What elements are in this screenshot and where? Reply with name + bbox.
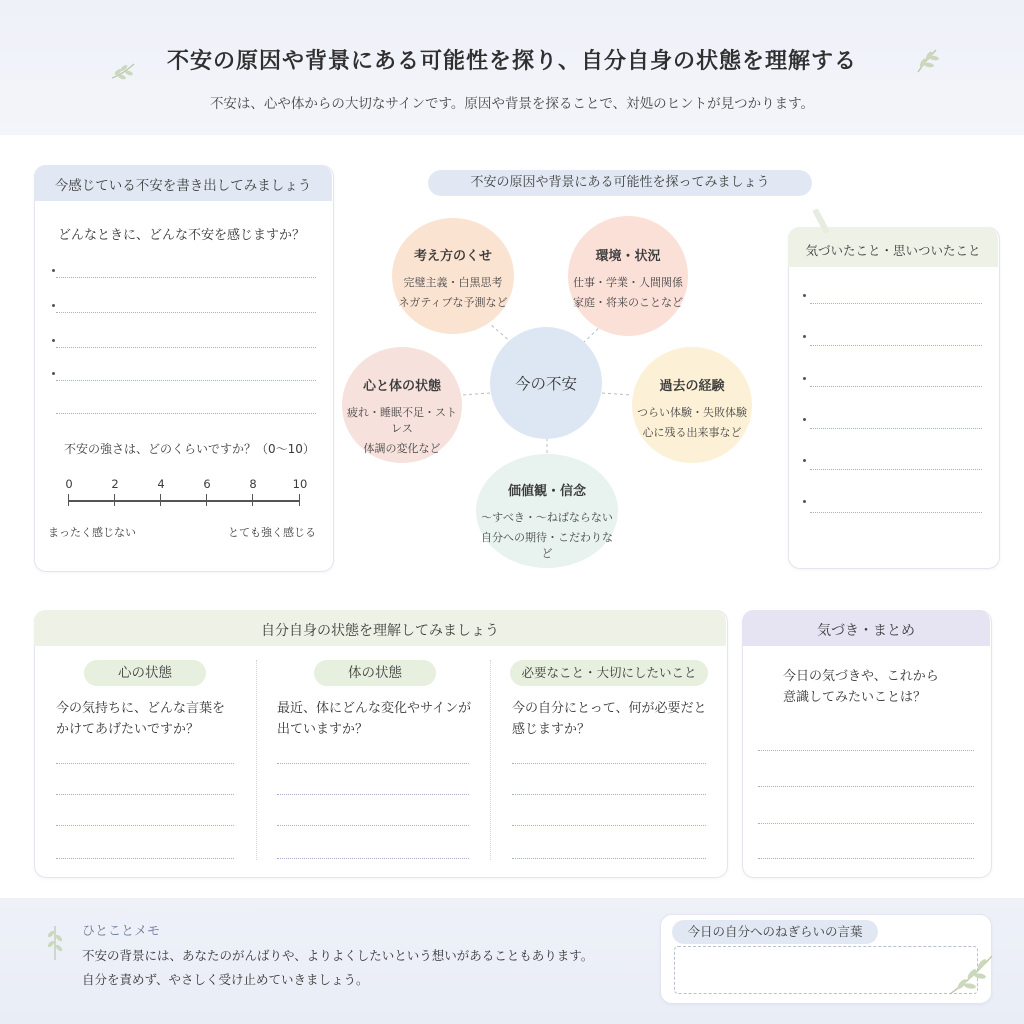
bullet (803, 500, 806, 503)
answer-line[interactable] (56, 858, 234, 859)
node-values: 価値観・信念 〜すべき・〜ねばならない 自分への期待・こだわりなど (476, 454, 618, 568)
leaf-icon (108, 56, 138, 86)
strength-question: 不安の強さは、どのくらいですか？（0〜10） (64, 442, 315, 456)
scale-tick (114, 494, 115, 506)
answer-line[interactable] (56, 312, 316, 313)
answer-line[interactable] (512, 858, 706, 859)
explore-title: 不安の原因や背景にある可能性を探ってみましょう (428, 170, 812, 196)
body-question: 出ていますか？ (277, 722, 369, 737)
notice-title: 気づいたこと・思いついたこと (805, 243, 981, 258)
bullet (52, 372, 55, 375)
scale-max-label: とても強く感じる (228, 526, 316, 539)
bullet (803, 335, 806, 338)
write-out-title: 今感じている不安を書き出してみましょう (54, 178, 312, 194)
leaf-icon (44, 922, 66, 962)
node-thinking: 考え方のくせ 完璧主義・白黒思考 ネガティブな予測など (392, 218, 514, 334)
scale-tick (299, 494, 300, 506)
label-mind-state: 心の状態 (84, 660, 206, 686)
column-divider (490, 660, 492, 860)
answer-line[interactable] (56, 763, 234, 764)
answer-line[interactable] (277, 858, 469, 859)
bullet (52, 269, 55, 272)
answer-line[interactable] (56, 347, 316, 348)
column-divider (256, 660, 258, 860)
needs-question: 今の自分にとって、何が必要だと (512, 701, 707, 716)
summary-line[interactable] (758, 750, 974, 751)
leaf-icon (912, 46, 942, 76)
notice-line[interactable] (810, 428, 982, 429)
scale-tick (160, 494, 161, 506)
node-center: 今の不安 (490, 327, 602, 439)
label-body-state: 体の状態 (314, 660, 436, 686)
bullet (803, 418, 806, 421)
memo-line: 自分を責めず、やさしく受け止めていきましょう。 (82, 972, 369, 987)
notice-card (788, 227, 1000, 569)
kind-words-input[interactable] (674, 946, 978, 994)
bullet (803, 377, 806, 380)
notice-line[interactable] (810, 345, 982, 346)
mind-question: 今の気持ちに、どんな言葉を (56, 701, 226, 716)
node-mind-body: 心と体の状態 疲れ・睡眠不足・ストレス 体調の変化など (342, 347, 462, 463)
answer-line[interactable] (512, 763, 706, 764)
scale-tick (252, 494, 253, 506)
answer-line[interactable] (56, 277, 316, 278)
notice-line[interactable] (810, 469, 982, 470)
node-environment: 環境・状況 仕事・学業・人間関係 家庭・将来のことなど (568, 216, 688, 336)
leaf-icon (944, 950, 996, 998)
summary-title: 気づき・まとめ (817, 623, 915, 639)
scale-tick-label: 0 (65, 477, 73, 491)
notice-line[interactable] (810, 303, 982, 304)
summary-card (742, 610, 992, 878)
scale-tick-label: 4 (157, 477, 165, 491)
page-subtitle: 不安は、心や体からの大切なサインです。原因や背景を探ることで、対処のヒントが見つかります。 (209, 96, 815, 112)
answer-line[interactable] (56, 380, 316, 381)
answer-line[interactable] (277, 794, 469, 795)
bullet (52, 304, 55, 307)
label-needs: 必要なこと・大切にしたいこと (510, 660, 708, 686)
bullet (52, 339, 55, 342)
strength-scale[interactable] (68, 500, 300, 502)
scale-min-label: まったく感じない (48, 526, 136, 539)
notice-line[interactable] (810, 512, 982, 513)
summary-line[interactable] (758, 786, 974, 787)
bullet (803, 459, 806, 462)
scale-tick-label: 6 (203, 477, 211, 491)
needs-question: 感じますか？ (512, 722, 591, 737)
memo-line: 不安の背景には、あなたのがんばりや、よりよくしたいという想いがあることもあります。 (82, 948, 594, 963)
answer-line[interactable] (277, 825, 469, 826)
summary-question: 今日の気づきや、これから (783, 669, 939, 684)
summary-line[interactable] (758, 858, 974, 859)
body-question: 最近、体にどんな変化やサインが (277, 701, 472, 716)
answer-line[interactable] (512, 825, 706, 826)
kind-words-title: 今日の自分へのねぎらいの言葉 (672, 920, 878, 944)
answer-line[interactable] (512, 794, 706, 795)
scale-tick-label: 8 (249, 477, 257, 491)
scale-tick (206, 494, 207, 506)
node-past: 過去の経験 つらい体験・失敗体験 心に残る出来事など (632, 347, 752, 463)
answer-line[interactable] (56, 413, 316, 414)
answer-line[interactable] (56, 825, 234, 826)
answer-line[interactable] (56, 794, 234, 795)
scale-tick-label: 2 (111, 477, 119, 491)
understand-card (34, 610, 728, 878)
scale-tick (68, 494, 69, 506)
mind-question: かけてあげたいですか？ (56, 722, 200, 737)
write-out-question: どんなときに、どんな不安を感じますか？ (58, 228, 306, 243)
page-title: 不安の原因や背景にある可能性を探り、自分自身の状態を理解する (166, 49, 857, 74)
notice-line[interactable] (810, 386, 982, 387)
summary-line[interactable] (758, 823, 974, 824)
bullet (803, 294, 806, 297)
scale-tick-label: 10 (292, 477, 308, 491)
understand-title: 自分自身の状態を理解してみましょう (261, 623, 499, 639)
memo-title: ひとことメモ (82, 924, 161, 939)
summary-question: 意識してみたいことは？ (783, 690, 927, 705)
answer-line[interactable] (277, 763, 469, 764)
